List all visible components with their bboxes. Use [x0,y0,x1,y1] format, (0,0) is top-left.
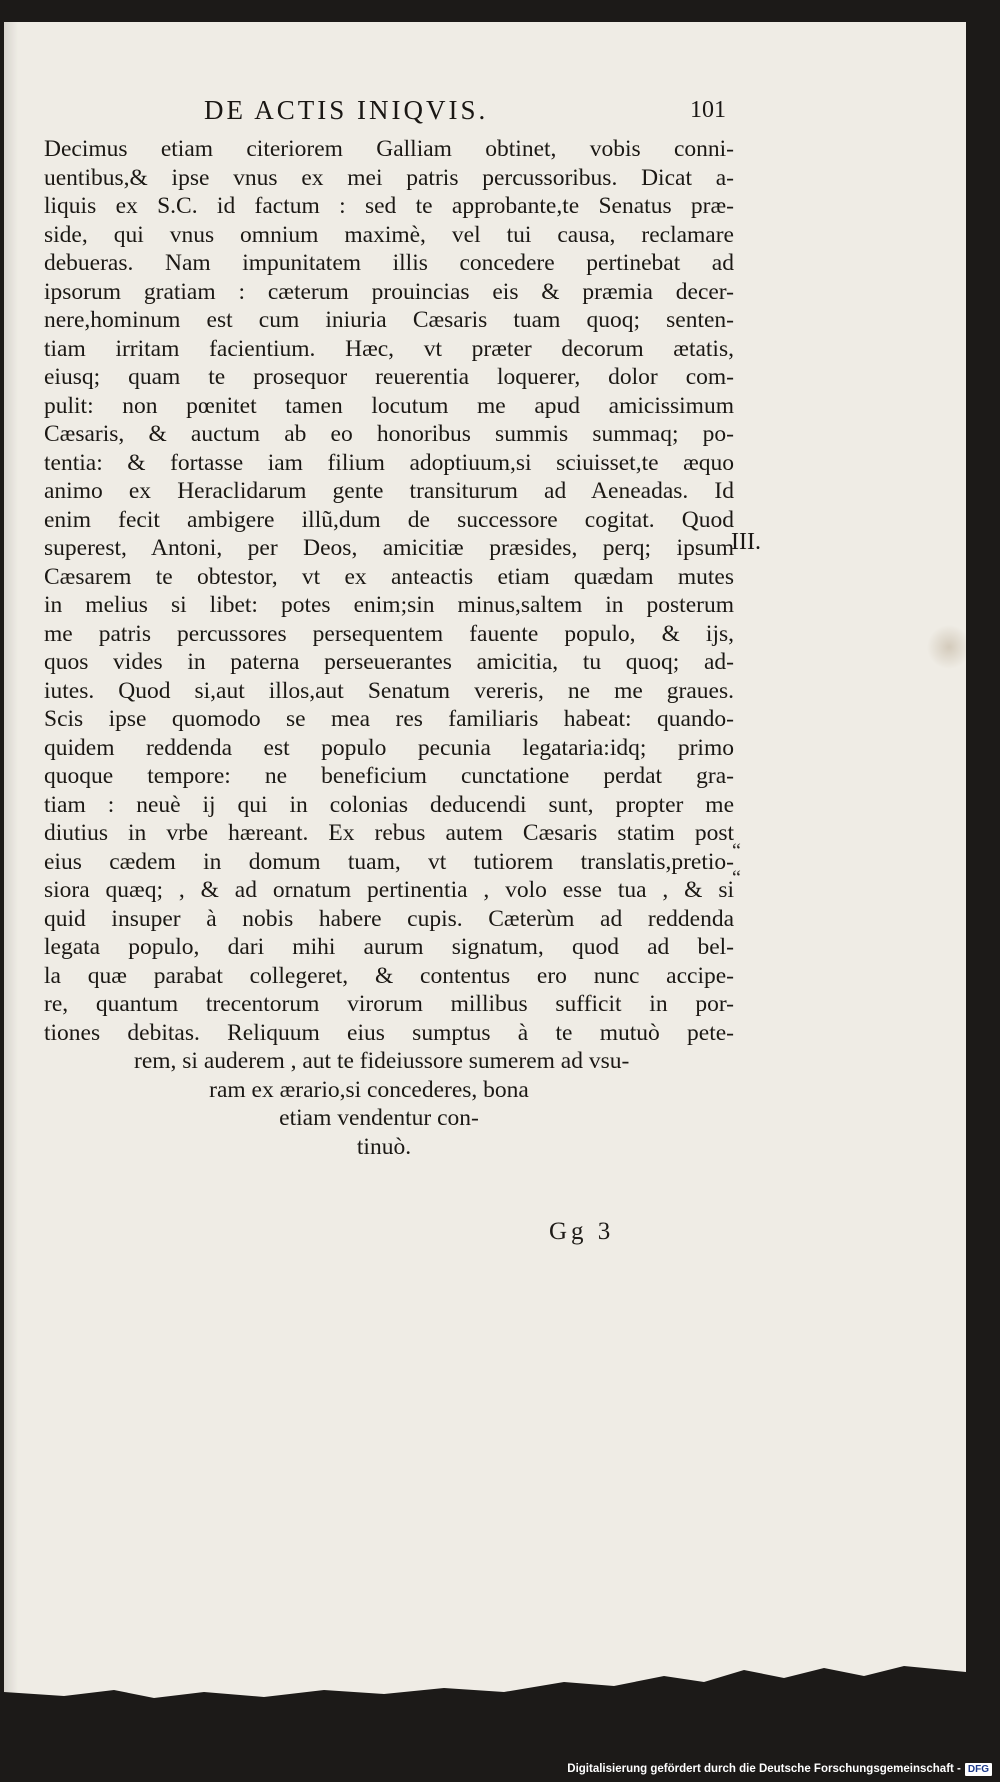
text-line: side, qui vnus omnium maximè, vel tui causa, reclamare [44,221,734,248]
margin-quote-mark: “ [732,840,741,862]
text-line: enim fecit ambigere illũ,dum de successore cogitat. Quod [44,506,734,533]
text-line: Cæsarem te obtestor, vt ex anteactis etiam quædam mutes [44,563,734,590]
text-line: Decimus etiam citeriorem Galliam obtinet, vobis conni- [44,136,734,162]
text-line: tiones debitas. Reliquum eius sumptus à te mutuò pete- [44,1019,734,1046]
text-line: in melius si libet: potes enim;sin minus,saltem in posterum [44,592,734,618]
text-line: tiam irritam facientium. Hæc, vt præter decorum ætatis, [44,335,734,362]
text-line: quidem reddenda est populo pecunia legataria:idq; primo [44,734,734,761]
text-line: legata populo, dari mihi aurum signatum, quod ad bel- [44,934,734,960]
text-line: quid insuper à nobis habere cupis. Cæterùm ad reddenda [44,905,734,932]
text-line: ipsorum gratiam : cæterum prouincias eis & præmia decer- [44,278,734,305]
closing-line: tinuò. [356,1133,412,1160]
margin-section-number: III. [731,529,761,555]
credit-text: Digitalisierung gefördert durch die Deutsche Forschungsgemeinschaft - [567,1763,961,1775]
text-line: siora quæq; , & ad ornatum pertinentia , volo esse tua , & si [44,877,734,903]
signature-mark: Gg 3 [549,1218,615,1245]
text-line: re, quantum trecentorum virorum millibus sufficit in por- [44,991,734,1017]
page-number: 101 [690,97,726,123]
body-text [44,135,734,1161]
margin-quote-mark: “ [732,867,741,889]
text-line: eiusq; quam te prosequor reuerentia loquerer, dolor com- [44,364,734,390]
text-line: quoque tempore: ne beneficium cunctatione perdat gra- [44,763,734,789]
closing-line: rem, si auderem , aut te fideiussore sumerem ad vsu- [134,1048,630,1074]
torn-page-edge [4,1652,966,1712]
text-line: debueras. Nam impunitatem illis concedere pertinebat ad [44,250,734,276]
text-line: diutius in vrbe hæreant. Ex rebus autem Cæsaris statim post [44,820,734,846]
text-line: animo ex Heraclidarum gente transiturum ad Aeneadas. Id [44,478,734,504]
text-line: iutes. Quod si,aut illos,aut Senatum vereris, ne me graues. [44,677,734,704]
text-line: la quæ parabat collegeret, & contentus ero nunc accipe- [44,962,734,989]
text-line: uentibus,& ipse vnus ex mei patris percussoribus. Dicat a- [44,164,734,191]
running-head: DE ACTIS INIQVIS. [204,95,489,125]
digitization-credit [567,1758,992,1780]
text-line: Cæsaris, & auctum ab eo honoribus summis summaq; po- [44,421,734,447]
book-page [4,22,966,1712]
text-line: tentia: & fortasse iam filium adoptiuum,si sciuisset,te æquo [44,449,734,476]
text-line: pulit: non pœnitet tamen locutum me apud amicissimum [44,392,734,419]
text-line: eius cædem in domum tuam, vt tutiorem translatis,pretio- [44,848,734,875]
text-line: Scis ipse quomodo se mea res familiaris habeat: quando- [44,706,734,732]
text-line: superest, Antoni, per Deos, amicitiæ præsides, perq; ipsum [44,535,734,561]
dfg-logo: DFG [965,1763,992,1776]
text-line: nere,hominum est cum iniuria Cæsaris tuam quoq; senten- [44,307,734,333]
closing-line: ram ex ærario,si concederes, bona [209,1076,529,1103]
text-line: liquis ex S.C. id factum : sed te approbante,te Senatus præ- [44,193,734,219]
closing-line: etiam vendentur con- [279,1105,479,1131]
text-line: tiam : neuè ij qui in colonias deducendi sunt, propter me [44,791,734,818]
text-line: quos vides in paterna perseuerantes amicitia, tu quoq; ad- [44,649,734,675]
text-line: me patris percussores persequentem fauente populo, & ijs, [44,620,734,647]
